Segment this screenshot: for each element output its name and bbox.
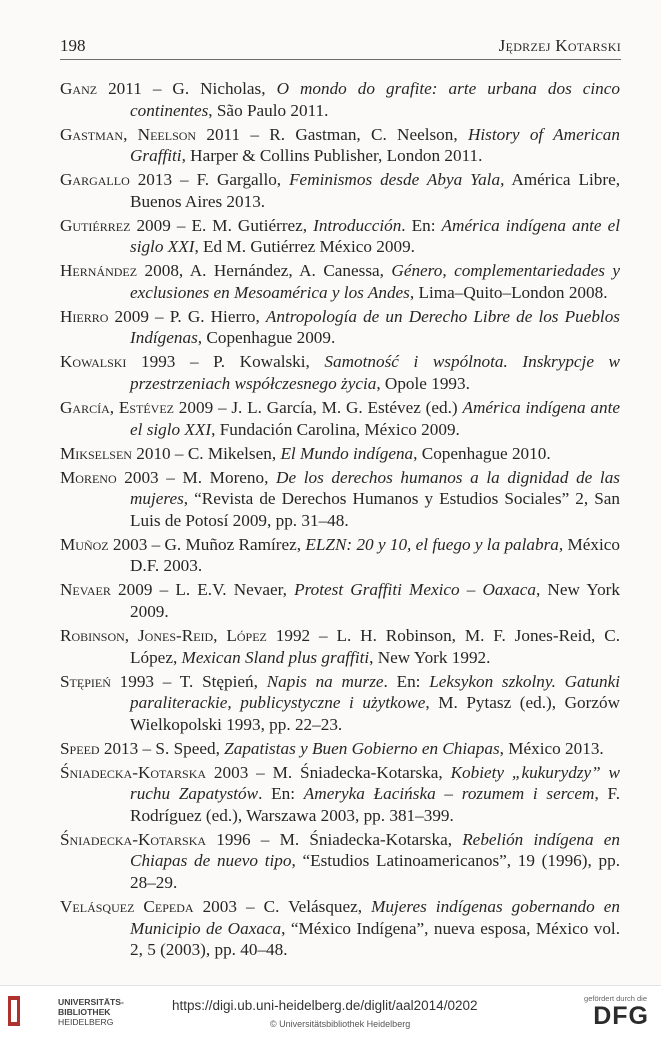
bibliography-entry: Velásquez Cepeda 2003 – C. Velásquez, Mujeres indígenas gobernando en Municipio de Oaxaca, “México Indígena”, nueva esposa, México vol. 2, 5 (2003), pp. 40–48. [60, 897, 620, 960]
viewer-footer [0, 985, 661, 1037]
bibliography-entry: García, Estévez 2009 – J. L. García, M. G. Estévez (ed.) América indígena ante el siglo XXI, Fundación Carolina, México 2009. [60, 398, 620, 439]
page-number: 198 [60, 36, 86, 55]
funding-note: gefördert durch die [584, 994, 647, 1003]
permalink-url[interactable]: https://digi.ub.uni-heidelberg.de/diglit/aal2014/0202 [172, 998, 478, 1013]
bibliography-entry: Mikselsen 2010 – C. Mikelsen, El Mundo indígena, Copenhague 2010. [60, 443, 551, 463]
bibliography-entry: Hernández 2008, A. Hernández, A. Canessa, Género, complementariedades y exclusiones en Mesoamérica y los Andes, Lima–Quito–London 2008. [60, 261, 620, 302]
bibliography-entry: Hierro 2009 – P. G. Hierro, Antropología de un Derecho Libre de los Pueblos Indígenas, Copenhague 2009. [60, 306, 620, 348]
bibliography-entry: Ganz 2011 – G. Nicholas, O mondo do grafite: arte urbana dos cinco continentes, São Paulo 2011. [60, 79, 620, 120]
dfg-logo: DFG [593, 1002, 649, 1030]
bibliography-entry: Robinson, Jones-Reid, López 1992 – L. H. Robinson, M. F. Jones-Reid, C. López, Mexican Sland plus graffiti, New York 1992. [60, 625, 620, 667]
library-logo-icon [8, 996, 20, 1026]
bibliography-entry: Śniadecka-Kotarska 1996 – M. Śniadecka-Kotarska, Rebelión indígena en Chiapas de nuevo tipo, “Estudios Latinoamericanos”, 19 (1996), pp. 28–29. [60, 829, 620, 893]
copyright-notice: © Universitätsbibliothek Heidelberg [270, 1019, 411, 1029]
bibliography-entry: Nevaer 2009 – L. E.V. Nevaer, Protest Graffiti Mexico – Oaxaca, New York 2009. [60, 580, 621, 621]
library-name: UNIVERSITÄTS- BIBLIOTHEK HEIDELBERG [58, 997, 124, 1027]
running-header [60, 32, 621, 60]
bibliography-entry: Gutiérrez 2009 – E. M. Gutiérrez, Introducción. En: América indígena ante el siglo XXI, Ed M. Gutiérrez México 2009. [60, 215, 620, 257]
bibliography-entry: Moreno 2003 – M. Moreno, De los derechos humanos a la dignidad de las mujeres, “Revista de Derechos Humanos y Estudios Sociales” 2, San Luis de Potosí 2009, pp. 31–48. [60, 467, 620, 530]
running-head-author: Jędrzej Kotarski [498, 36, 621, 55]
bibliography-entry: Gargallo 2013 – F. Gargallo, Feminismos desde Abya Yala, América Libre, Buenos Aires 2013. [60, 170, 620, 211]
bibliography-list [60, 78, 620, 963]
bibliography-entry: Speed 2013 – S. Speed, Zapatistas y Buen Gobierno en Chiapas, México 2013. [60, 738, 604, 758]
bibliography-entry: Kowalski 1993 – P. Kowalski, Samotność i wspólnota. Inskrypcje w przestrzeniach współczesnego życia, Opole 1993. [60, 352, 620, 394]
bibliography-entry: Muñoz 2003 – G. Muñoz Ramírez, ELZN: 20 y 10, el fuego y la palabra, México D.F. 2003. [60, 534, 621, 576]
bibliography-entry: Gastman, Neelson 2011 – R. Gastman, C. Neelson, History of American Graffiti, Harper & Collins Publisher, London 2011. [60, 124, 620, 166]
bibliography-entry: Stępień 1993 – T. Stępień, Napis na murze. En: Leksykon szkolny. Gatunki paraliterackie, publicystyczne i użytkowe, M. Pytasz (ed.), Gorzów Wielkopolski 1993, pp. 22–23. [60, 671, 620, 734]
bibliography-entry: Śniadecka-Kotarska 2003 – M. Śniadecka-Kotarska, Kobiety „kukurydzy” w ruchu Zapatystów. En: Ameryka Łacińska – rozumem i sercem, F. Rodríguez (ed.), Warszawa 2003, pp. 381–399. [60, 762, 620, 825]
